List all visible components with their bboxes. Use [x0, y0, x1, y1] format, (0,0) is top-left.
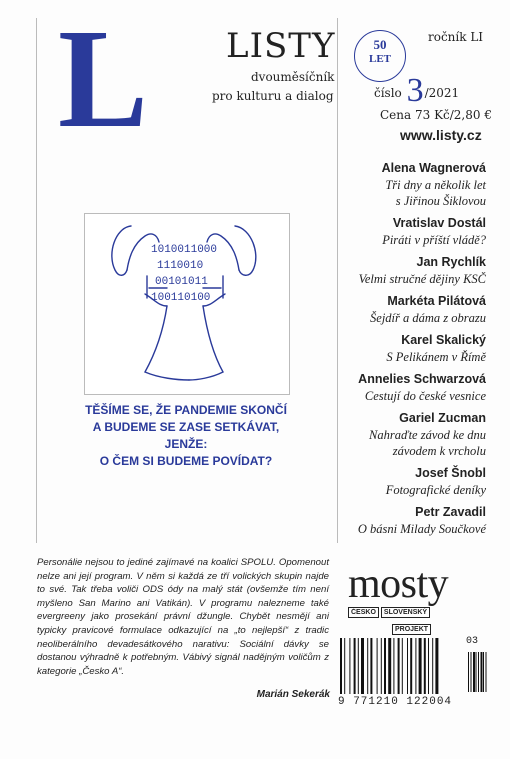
toc-author: Petr Zavadil	[415, 505, 486, 519]
barcode-bar	[428, 638, 429, 694]
mosty-tag-2: SLOVENSKÝ	[381, 607, 430, 618]
barcode-bar	[398, 638, 400, 694]
binary-line: 100110100	[151, 292, 211, 304]
barcode-bar	[384, 638, 386, 694]
barcode-bar	[402, 638, 403, 694]
toc-author: Gariel Zucman	[399, 411, 486, 425]
binary-line: 00101011	[155, 276, 208, 288]
mosty-logo	[348, 563, 478, 636]
barcode-issue-code: 03	[466, 636, 479, 647]
barcode-bar	[381, 638, 382, 694]
anniversary-number: 50	[373, 37, 387, 52]
barcode-bars	[338, 638, 464, 696]
barcode-bar	[349, 638, 350, 694]
price-label: Cena 73 Kč/2,80 €	[380, 108, 492, 122]
toc-item[interactable]	[338, 332, 486, 365]
barcode-bar	[432, 638, 433, 694]
issue-label	[374, 72, 459, 110]
barcode-bar	[393, 638, 394, 694]
addon-bar	[478, 652, 479, 692]
cover-headline	[70, 402, 302, 470]
toc-item[interactable]	[338, 160, 486, 209]
barcode-bar	[415, 638, 416, 694]
cover-illustration	[84, 213, 290, 395]
issue-number: 3	[406, 72, 424, 109]
toc-author: Markéta Pilátová	[387, 294, 486, 308]
toc-author: Karel Skalický	[401, 333, 486, 347]
toc-item[interactable]	[338, 504, 486, 537]
barcode-bar	[344, 638, 345, 694]
barcode-bar	[407, 638, 408, 694]
logo-letter: L	[58, 0, 148, 157]
toc-author: Jan Rychlík	[416, 255, 486, 269]
barcode-bar	[419, 638, 422, 694]
toc-title: Fotografické deníky	[385, 483, 486, 497]
issue-prefix: číslo	[374, 86, 402, 100]
barcode	[338, 636, 488, 712]
addon-barcode-bars	[466, 652, 488, 692]
addon-bar	[471, 652, 472, 692]
anniversary-text: LET	[368, 53, 391, 65]
toc-title: Nahraďte závod ke dnu	[369, 428, 486, 442]
toc-title: závodem k vrcholu	[392, 444, 486, 458]
headline-line-1: TĚŠÍME SE, ŽE PANDEMIE SKONČÍ	[85, 403, 287, 417]
toc-title: O básni Milady Součkové	[357, 522, 486, 536]
mosty-tagline	[348, 607, 478, 618]
table-of-contents	[338, 160, 486, 543]
editorial-signature: Marián Sekerák	[256, 689, 330, 700]
headline-line-2: A BUDEME SE ZASE SETKÁVAT, JENŽE:	[92, 420, 280, 451]
barcode-digits: 9 771210 122004	[338, 696, 453, 708]
toc-author: Josef Šnobl	[415, 466, 486, 480]
toc-title: S Pelikánem v Římě	[386, 350, 486, 364]
magazine-title: LISTY	[226, 26, 336, 66]
addon-bar	[473, 652, 475, 692]
toc-title: Tři dny a několik let	[385, 178, 486, 192]
addon-bar	[476, 652, 477, 692]
website-link[interactable]: www.listy.cz	[400, 127, 482, 143]
subtitle-line-1: dvouměsíčník	[251, 70, 335, 84]
barcode-bar	[367, 638, 368, 694]
volume-label: ročník LI	[428, 30, 484, 44]
addon-bar	[468, 652, 469, 692]
addon-bar	[483, 652, 484, 692]
mosty-name: mosty	[348, 561, 449, 607]
barcode-bar	[340, 638, 342, 694]
barcode-bar	[358, 638, 359, 694]
barcode-bar	[370, 638, 372, 694]
binary-line: 1010011000	[151, 244, 218, 256]
issue-year: /2021	[424, 86, 460, 100]
subtitle-line-2: pro kulturu a dialog	[212, 89, 334, 103]
toc-item[interactable]	[338, 293, 486, 326]
toc-item[interactable]	[338, 465, 486, 498]
barcode-bar	[410, 638, 412, 694]
toc-author: Vratislav Dostál	[392, 216, 486, 230]
headline-line-3: O ČEM SI BUDEME POVÍDAT?	[99, 454, 273, 468]
addon-bar	[486, 652, 487, 692]
toc-title: Cestují do české vesnice	[364, 389, 486, 403]
barcode-bar	[361, 638, 364, 694]
mosty-tag-1: ČESKO	[348, 607, 379, 618]
toc-item[interactable]	[338, 410, 486, 459]
barcode-bar	[354, 638, 356, 694]
toc-title: s Jiřinou Šiklovou	[395, 194, 486, 208]
toc-item[interactable]	[338, 215, 486, 248]
barcode-bar	[388, 638, 391, 694]
toc-title: Šejdíř a dáma z obrazu	[370, 311, 486, 325]
barcode-bar	[377, 638, 378, 694]
toc-item[interactable]	[338, 371, 486, 404]
editorial-text: Personálie nejsou to jediné zajímavé na koalici SPOLU. Opomenout nelze ani její program. V něm si každá ze tří volických skupin najde to své. Tak třeba voliči ODS ódy na malý stát (ovšemže tím není myšleno San Marino ani Vatikán). V programu nalezneme také evergreeny jako prosekání právní džungle. Chybět nesmějí ani typicky pravicové formulace odkazující na „to nejlepší“ z tradic neoliberálního devadesátkového narativu: Sociální dávky se dostanou výhradně k potřebným. Vábivý signál nadějným voličům z kategorie „Česko A“.	[37, 557, 329, 677]
addon-bar	[481, 652, 483, 692]
toc-author: Annelies Schwarzová	[358, 372, 486, 386]
toc-item[interactable]	[338, 254, 486, 287]
toc-title: Piráti v příští vládě?	[382, 233, 486, 247]
robot-head-illustration	[85, 214, 289, 394]
mosty-tag-3: PROJEKT	[392, 624, 431, 635]
toc-author: Alena Wagnerová	[381, 161, 486, 175]
binary-line: 1110010	[157, 260, 204, 272]
toc-title: Velmi stručné dějiny KSČ	[358, 272, 486, 286]
barcode-bar	[424, 638, 426, 694]
barcode-bar	[435, 638, 438, 694]
